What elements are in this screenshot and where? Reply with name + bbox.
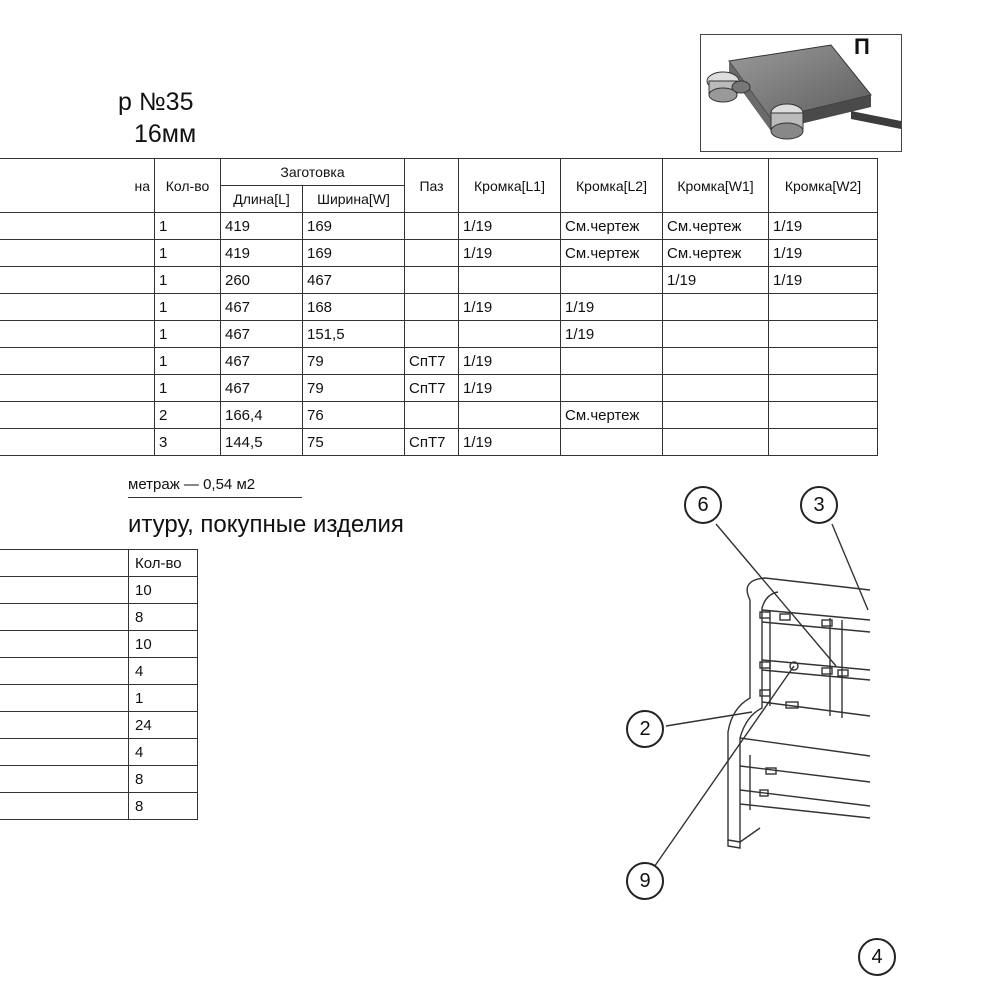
cell-groove xyxy=(405,402,459,429)
cell-w1 xyxy=(663,321,769,348)
cell-length: 260 xyxy=(221,267,303,294)
cell-w1: 1/19 xyxy=(663,267,769,294)
table-row xyxy=(0,294,878,321)
acc-name-cell xyxy=(0,712,129,739)
cell-length: 467 xyxy=(221,375,303,402)
cell-width: 76 xyxy=(303,402,405,429)
cell-w1 xyxy=(663,294,769,321)
cell-width: 169 xyxy=(303,213,405,240)
cell-l2 xyxy=(561,348,663,375)
cell-groove: СпТ7 xyxy=(405,429,459,456)
col-length-header: Длина[L] xyxy=(221,186,303,213)
edge-meterage: метраж — 0,54 м2 xyxy=(128,476,256,493)
col-edge-w1-header: Кромка[W1] xyxy=(663,159,769,213)
accessories-header-row xyxy=(0,550,198,577)
cell-l1: 1/19 xyxy=(459,375,561,402)
acc-qty-cell: 8 xyxy=(129,604,198,631)
part-name-cell xyxy=(0,402,155,429)
acc-name-cell xyxy=(0,685,129,712)
list-item xyxy=(0,739,198,766)
list-item xyxy=(0,577,198,604)
col-edge-l2-header: Кромка[L2] xyxy=(561,159,663,213)
accessories-table xyxy=(0,549,198,820)
cell-w1 xyxy=(663,429,769,456)
col-groove-header: Паз xyxy=(405,159,459,213)
cell-width: 467 xyxy=(303,267,405,294)
cell-qty: 1 xyxy=(155,213,221,240)
cell-length: 144,5 xyxy=(221,429,303,456)
acc-name-cell xyxy=(0,631,129,658)
table-row xyxy=(0,240,878,267)
cell-w2: 1/19 xyxy=(769,213,878,240)
table-row xyxy=(0,402,878,429)
cell-qty: 3 xyxy=(155,429,221,456)
list-item xyxy=(0,793,198,820)
col-edge-w2-header: Кромка[W2] xyxy=(769,159,878,213)
cell-qty: 1 xyxy=(155,267,221,294)
assembly-drawing xyxy=(600,470,880,890)
cell-l1: 1/19 xyxy=(459,213,561,240)
part-name-cell xyxy=(0,429,155,456)
cell-l1 xyxy=(459,402,561,429)
cell-length: 467 xyxy=(221,294,303,321)
cell-width: 151,5 xyxy=(303,321,405,348)
cell-w1 xyxy=(663,375,769,402)
cell-l2: 1/19 xyxy=(561,321,663,348)
list-item xyxy=(0,685,198,712)
cell-groove xyxy=(405,213,459,240)
cell-l2: См.чертеж xyxy=(561,240,663,267)
cell-w1: См.чертеж xyxy=(663,240,769,267)
cell-w1: См.чертеж xyxy=(663,213,769,240)
cell-groove xyxy=(405,267,459,294)
table-row xyxy=(0,321,878,348)
part-name-cell xyxy=(0,213,155,240)
callout-6: 6 xyxy=(684,486,722,524)
acc-qty-cell: 24 xyxy=(129,712,198,739)
list-item xyxy=(0,766,198,793)
col-qty-header: Кол-во xyxy=(155,159,221,213)
acc-qty-header: Кол-во xyxy=(129,550,198,577)
cell-length: 419 xyxy=(221,240,303,267)
corner-label: П xyxy=(854,34,870,59)
cell-l2 xyxy=(561,429,663,456)
acc-name-header xyxy=(0,550,129,577)
acc-qty-cell: 10 xyxy=(129,577,198,604)
acc-qty-cell: 8 xyxy=(129,766,198,793)
cell-width: 79 xyxy=(303,348,405,375)
cell-width: 75 xyxy=(303,429,405,456)
cell-width: 79 xyxy=(303,375,405,402)
table-row xyxy=(0,375,878,402)
acc-qty-cell: 1 xyxy=(129,685,198,712)
cell-groove: СпТ7 xyxy=(405,348,459,375)
cell-qty: 1 xyxy=(155,294,221,321)
cell-w2 xyxy=(769,429,878,456)
cell-qty: 1 xyxy=(155,321,221,348)
cell-l1: 1/19 xyxy=(459,429,561,456)
part-name-cell xyxy=(0,375,155,402)
cell-qty: 1 xyxy=(155,375,221,402)
cell-qty: 1 xyxy=(155,240,221,267)
edge-banding-photo xyxy=(700,34,902,152)
cell-groove xyxy=(405,321,459,348)
list-item xyxy=(0,604,198,631)
part-name-cell xyxy=(0,321,155,348)
cell-l1: 1/19 xyxy=(459,348,561,375)
cell-w2 xyxy=(769,348,878,375)
cell-qty: 2 xyxy=(155,402,221,429)
part-name-cell xyxy=(0,294,155,321)
col-edge-l1-header: Кромка[L1] xyxy=(459,159,561,213)
acc-name-cell xyxy=(0,739,129,766)
cell-l1: 1/19 xyxy=(459,294,561,321)
cell-length: 467 xyxy=(221,321,303,348)
cell-width: 169 xyxy=(303,240,405,267)
acc-name-cell xyxy=(0,658,129,685)
cell-w2 xyxy=(769,294,878,321)
part-name-cell xyxy=(0,240,155,267)
callout-2: 2 xyxy=(626,710,664,748)
parts-table xyxy=(0,158,878,456)
document-title: р №35 xyxy=(118,88,194,116)
edge-banding-illustration xyxy=(701,35,901,151)
list-item xyxy=(0,658,198,685)
table-row xyxy=(0,429,878,456)
cell-w1 xyxy=(663,348,769,375)
acc-name-cell xyxy=(0,793,129,820)
cell-w2: 1/19 xyxy=(769,240,878,267)
cell-l2: См.чертеж xyxy=(561,213,663,240)
col-width-header: Ширина[W] xyxy=(303,186,405,213)
acc-qty-cell: 4 xyxy=(129,658,198,685)
col-name-header: на xyxy=(0,159,155,213)
cell-l2: 1/19 xyxy=(561,294,663,321)
acc-name-cell xyxy=(0,604,129,631)
callout-9: 9 xyxy=(626,862,664,900)
cell-l1 xyxy=(459,267,561,294)
cell-length: 419 xyxy=(221,213,303,240)
cell-groove xyxy=(405,294,459,321)
cell-w2: 1/19 xyxy=(769,267,878,294)
cell-length: 166,4 xyxy=(221,402,303,429)
cell-l2: См.чертеж xyxy=(561,402,663,429)
cell-width: 168 xyxy=(303,294,405,321)
acc-qty-cell: 4 xyxy=(129,739,198,766)
cell-groove: СпТ7 xyxy=(405,375,459,402)
cell-w1 xyxy=(663,402,769,429)
part-name-cell xyxy=(0,348,155,375)
acc-name-cell xyxy=(0,766,129,793)
table-row xyxy=(0,267,878,294)
col-blank-header: Заготовка xyxy=(221,159,405,186)
cell-l2 xyxy=(561,375,663,402)
table-row xyxy=(0,213,878,240)
list-item xyxy=(0,712,198,739)
cell-l1: 1/19 xyxy=(459,240,561,267)
cell-w2 xyxy=(769,321,878,348)
cell-l2 xyxy=(561,267,663,294)
acc-name-cell xyxy=(0,577,129,604)
acc-qty-cell: 8 xyxy=(129,793,198,820)
cell-l1 xyxy=(459,321,561,348)
cell-w2 xyxy=(769,375,878,402)
meterage-underline xyxy=(128,497,302,498)
acc-qty-cell: 10 xyxy=(129,631,198,658)
callout-3: 3 xyxy=(800,486,838,524)
cell-w2 xyxy=(769,402,878,429)
list-item xyxy=(0,631,198,658)
material-thickness: 16мм xyxy=(134,120,197,148)
table-row xyxy=(0,348,878,375)
accessories-heading: итуру, покупные изделия xyxy=(128,511,404,538)
cell-groove xyxy=(405,240,459,267)
cell-qty: 1 xyxy=(155,348,221,375)
cell-length: 467 xyxy=(221,348,303,375)
callout-4: 4 xyxy=(858,938,896,976)
part-name-cell xyxy=(0,267,155,294)
